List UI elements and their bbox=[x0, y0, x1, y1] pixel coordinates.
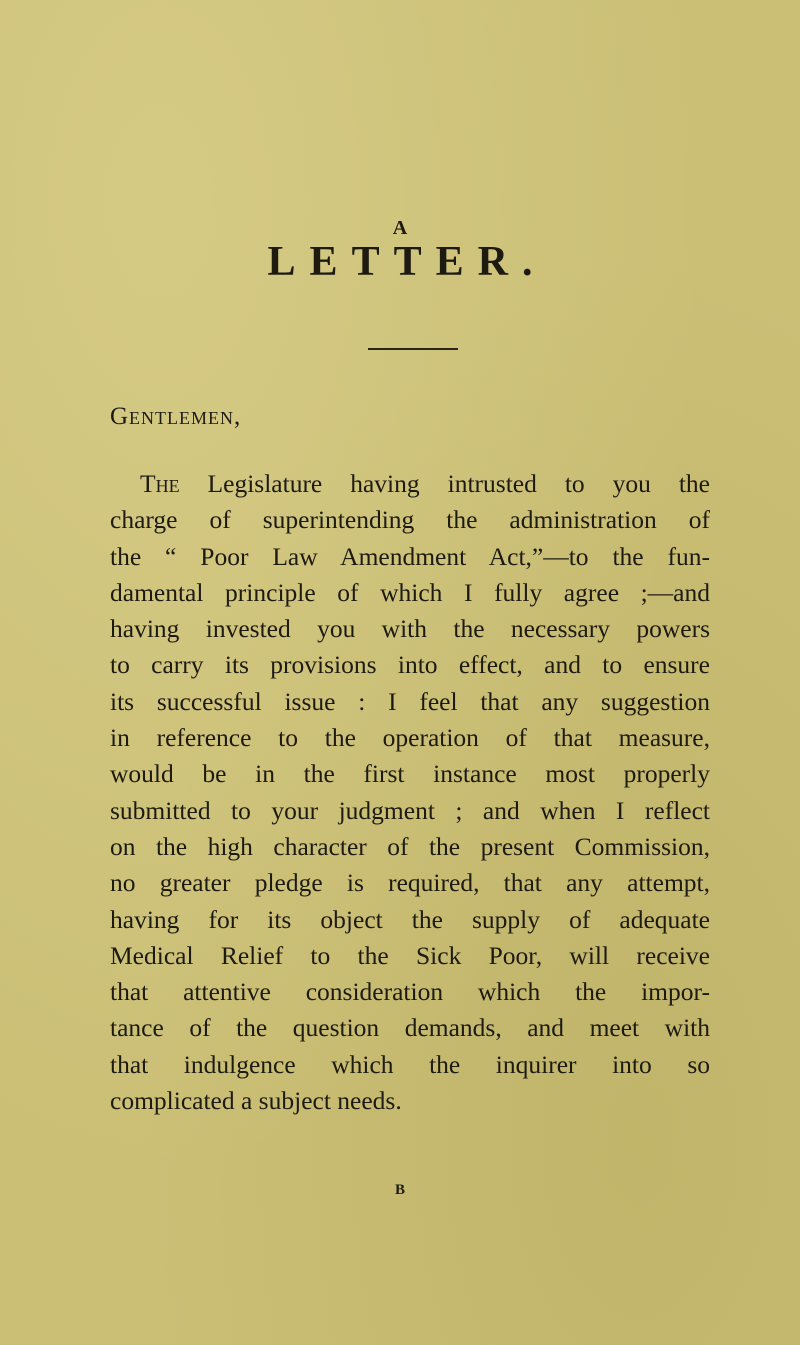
signature-mark: B bbox=[394, 1182, 405, 1198]
body-line: Medical Relief to the Sick Poor, will receive bbox=[110, 940, 710, 970]
body-line: on the high character of the present Commission, bbox=[110, 831, 710, 861]
title-divider bbox=[368, 348, 458, 350]
page-title: LETTER. bbox=[267, 239, 547, 285]
body-line: that attentive consideration which the impor- bbox=[110, 977, 710, 1007]
body-line: would be in the first instance most properly bbox=[110, 759, 710, 789]
lead-word: The bbox=[140, 469, 180, 498]
body-line: having for its object the supply of adequate bbox=[110, 904, 710, 934]
pre-title: A bbox=[392, 217, 408, 239]
body-line: submitted to your judgment ; and when I reflect bbox=[110, 795, 710, 825]
body-line: complicated a subject needs. bbox=[110, 1086, 402, 1116]
letter-body bbox=[110, 466, 710, 1119]
body-line: charge of superintending the administration of bbox=[110, 505, 710, 535]
body-line: its successful issue : I feel that any suggestion bbox=[110, 686, 710, 716]
body-line: that indulgence which the inquirer into so bbox=[110, 1049, 710, 1079]
body-line: the “ Poor Law Amendment Act,”—to the fun- bbox=[110, 541, 710, 571]
body-line bbox=[110, 466, 710, 502]
salutation: Gentlemen, bbox=[110, 403, 242, 430]
body-line: having invested you with the necessary powers bbox=[110, 614, 710, 644]
body-line: damental principle of which I fully agree ;—and bbox=[110, 577, 710, 607]
body-line: in reference to the operation of that measure, bbox=[110, 723, 710, 753]
body-line: no greater pledge is required, that any attempt, bbox=[110, 868, 710, 898]
body-line: tance of the question demands, and meet with bbox=[110, 1013, 710, 1043]
body-line-text: Legislature having intrusted to you the bbox=[179, 469, 710, 498]
body-line: to carry its provisions into effect, and to ensure bbox=[110, 650, 710, 680]
